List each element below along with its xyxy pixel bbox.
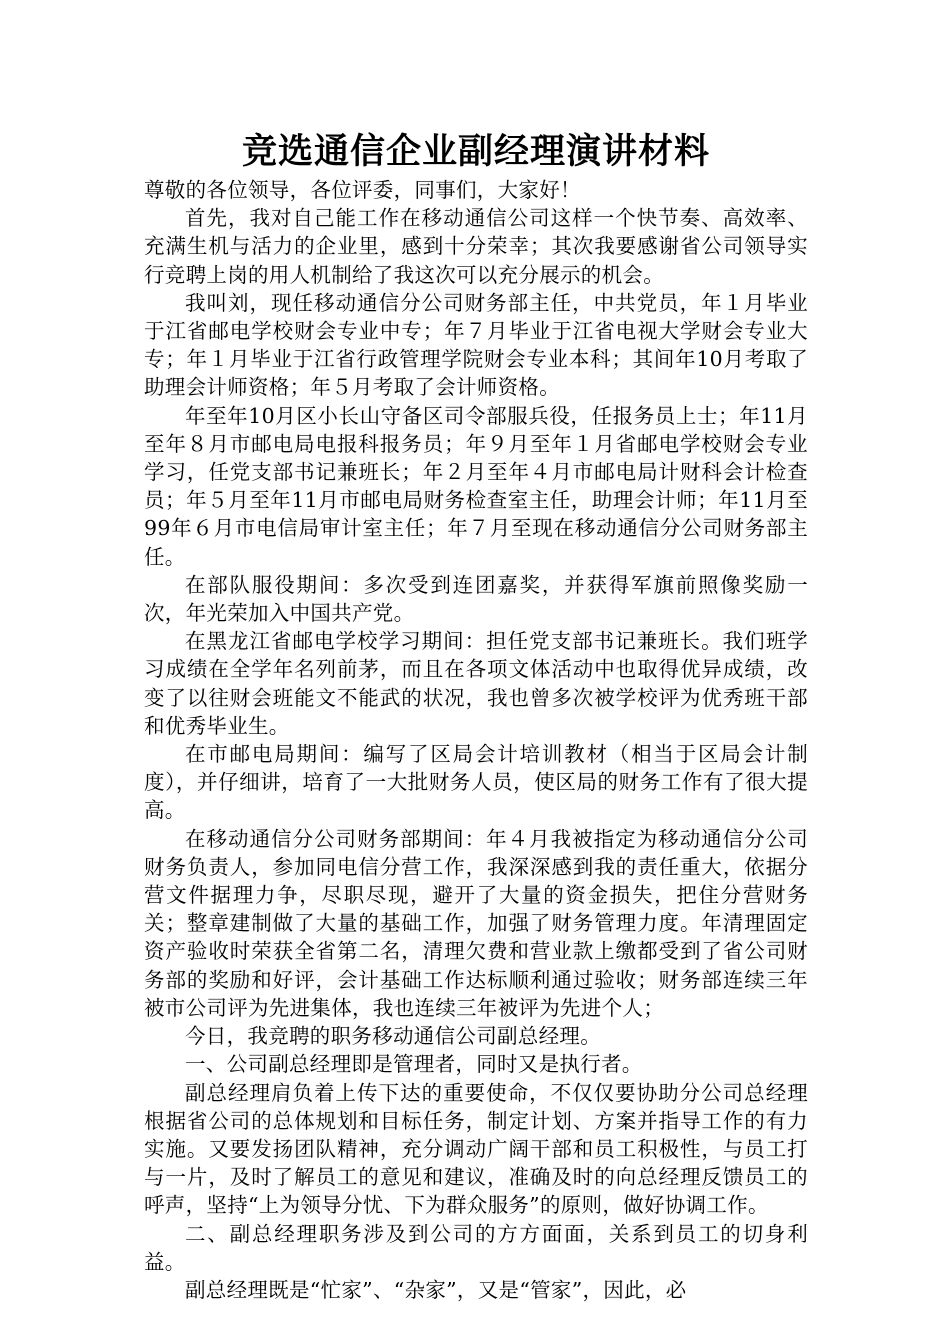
section-heading-1: 一、公司副总经理即是管理者，同时又是执行者。 (185, 1052, 643, 1077)
paragraph: 年至年10月区小长山守备区司令部服兵役，任报务员上士；年11月至年８月市邮电局电报科报务员；年９月至年１月省邮电学校财会专业学习，任党支部书记兼班长；年２月至年４月市邮电局计财科会计检查员；年５月至年11月市邮电局财务检查室主任，助理会计师；年11月至99年６月市电信局审计室主任；年７月至现在移动通信分公司财务部主任。 (144, 403, 808, 569)
document-page (144, 128, 808, 1304)
paragraph: 副总经理肩负着上传下达的重要使命，不仅仅要协助分公司总经理根据省公司的总体规划和目标任务，制定计划、方案并指导工作的有力实施。又要发扬团队精神，充分调动广阔干部和员工积极性，与员工打与一片，及时了解员工的意见和建议，准确及时的向总经理反馈员工的呼声，坚持“上为领导分忧、下为群众服务”的原则，做好协调工作。 (144, 1080, 808, 1218)
paragraph: 首先，我对自己能工作在移动通信公司这样一个快节奏、高效率、充满生机与活力的企业里，感到十分荣幸；其次我要感谢省公司领导实行竞聘上岗的用人机制给了我这次可以充分展示的机会。 (144, 206, 808, 287)
paragraph: 我叫刘，现任移动通信分公司财务部主任，中共党员，年１月毕业于江省邮电学校财会专业中专；年７月毕业于江省电视大学财会专业大专；年１月毕业于江省行政管理学院财会专业本科；其间年10月考取了助理会计师资格；年５月考取了会计师资格。 (144, 290, 808, 400)
paragraph-greeting: 尊敬的各位领导，各位评委，同事们，大家好！ (144, 178, 581, 202)
paragraph: 在部队服役期间：多次受到连团嘉奖，并获得军旗前照像奖励一次，年光荣加入中国共产党。 (144, 572, 808, 626)
document-title: 竞选通信企业副经理演讲材料 (241, 131, 710, 172)
paragraph: 副总经理既是“忙家”、“杂家”，又是“管家”，因此，必 (185, 1277, 687, 1302)
paragraph: 在市邮电局期间：编写了区局会计培训教材（相当于区局会计制度），并仔细讲，培育了一大批财务人员，使区局的财务工作有了很大提高。 (144, 742, 808, 823)
section-heading-2: 二、副总经理职务涉及到公司的方方面面，关系到员工的切身利益。 (144, 1221, 808, 1274)
paragraph: 在黑龙江省邮电学校学习期间：担任党支部书记兼班长。我们班学习成绩在全学年名列前茅，而且在各项文体活动中也取得优异成绩，改变了以往财会班能文不能武的状况，我也曾多次被学校评为优秀班干部和优秀毕业生。 (144, 629, 808, 738)
document-body (144, 176, 808, 1304)
paragraph: 在移动通信分公司财务部期间：年４月我被指定为移动通信分公司财务负责人，参加同电信分营工作，我深深感到我的责任重大，依据分营文件据理力争，尽职尽现，避开了大量的资金损失，把住分营财务关；整章建制做了大量的基础工作，加强了财务管理力度。年清理固定资产验收时荣获全省第二名，清理欠费和营业款上缴都受到了省公司财务部的奖励和好评，会计基础工作达标顺利通过验收；财务部连续三年被市公司评为先进集体，我也连续三年被评为先进个人； (144, 826, 808, 1020)
paragraph: 今日，我竞聘的职务移动通信公司副总经理。 (185, 1024, 601, 1049)
